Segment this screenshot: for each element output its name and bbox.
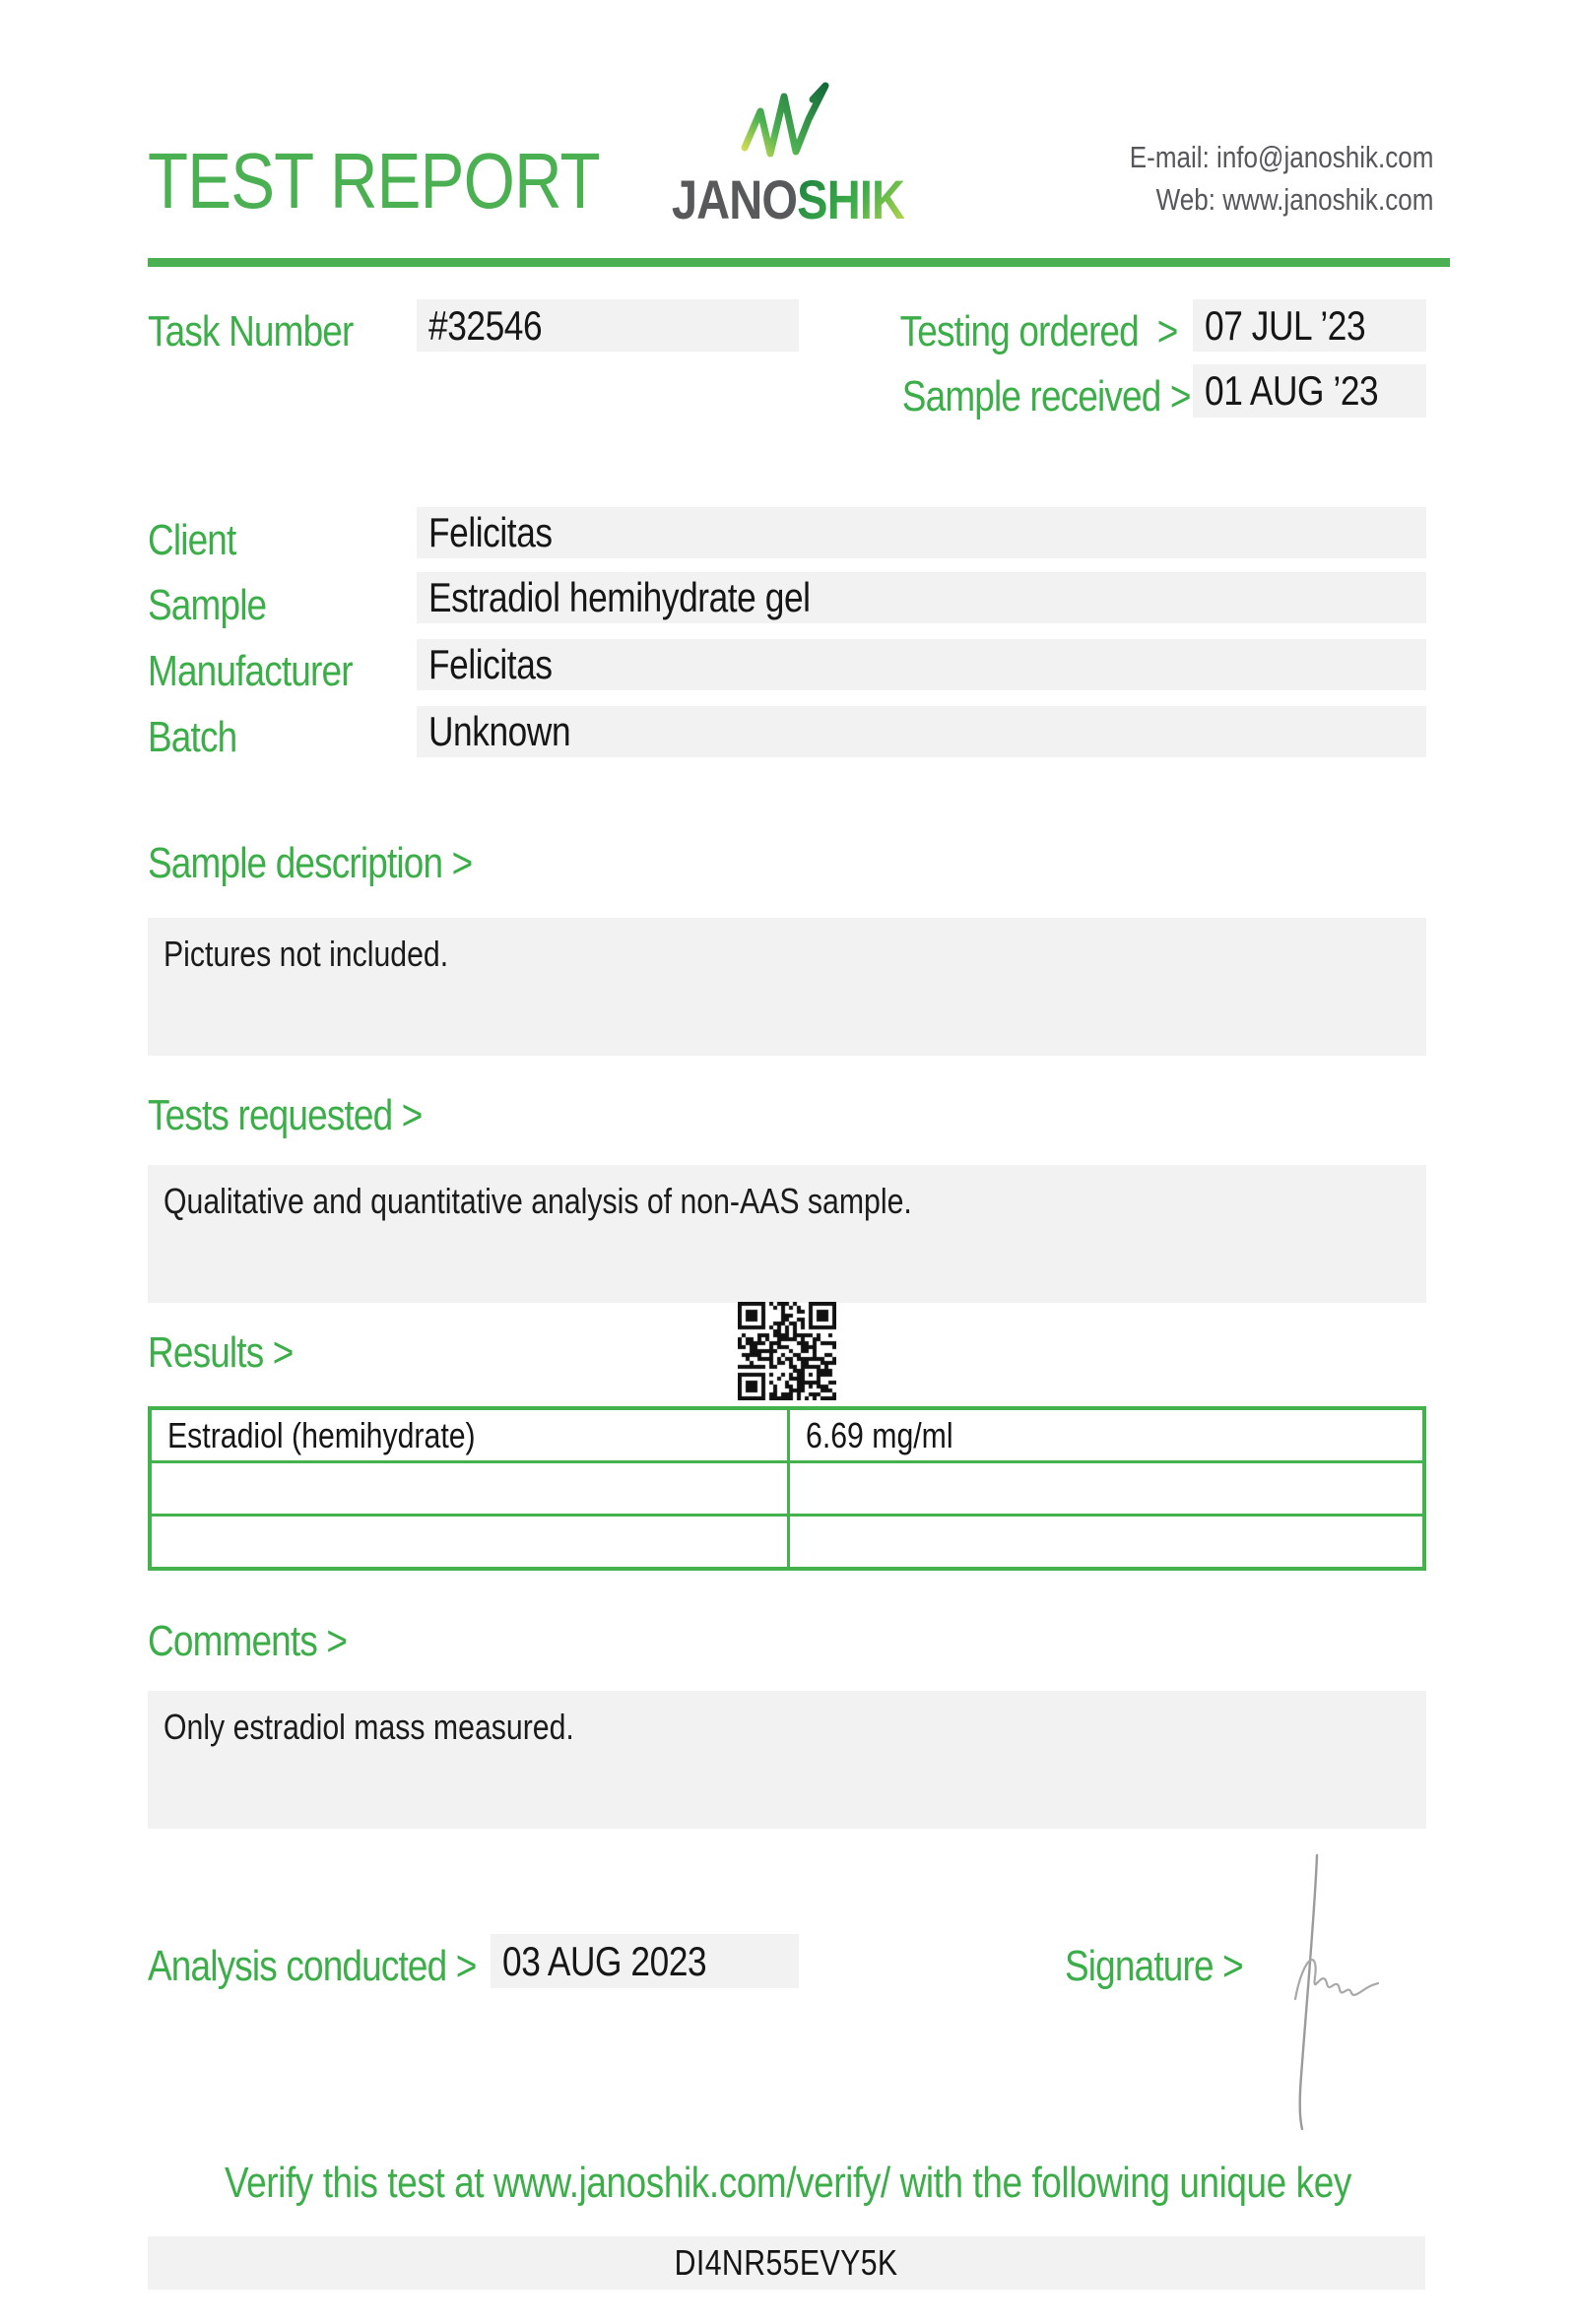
sample-received-date: 01 AUG ’23 — [1205, 367, 1379, 414]
batch-value: Unknown — [428, 708, 571, 754]
verify-key: DI4NR55EVY5K — [675, 2242, 898, 2283]
logo-wordmark — [649, 167, 926, 231]
logo-jano: JANO — [671, 168, 798, 230]
sample-value-box — [417, 572, 1426, 623]
analysis-date: 03 AUG 2023 — [502, 1938, 707, 1984]
chevron-right-icon: > — [1156, 307, 1178, 355]
contact-block — [1072, 136, 1433, 221]
chevron-right-icon: > — [1169, 372, 1191, 420]
task-number-value: #32546 — [428, 302, 543, 349]
result-analyte-cell — [150, 1516, 788, 1570]
result-value-cell — [788, 1516, 1424, 1570]
results-table — [148, 1406, 1426, 1571]
sample-description-box — [148, 918, 1426, 1056]
analysis-date-box — [491, 1934, 799, 1988]
manufacturer-value: Felicitas — [428, 641, 553, 687]
sample-description-heading: Sample description > — [148, 839, 473, 887]
results-row — [150, 1408, 1424, 1462]
task-number-label: Task Number — [148, 307, 354, 355]
sample-received-label: Sample received > — [901, 372, 1191, 420]
client-value-box — [417, 507, 1426, 558]
result-analyte-cell — [150, 1462, 788, 1516]
sample-label: Sample — [148, 581, 267, 629]
sample-value: Estradiol hemihydrate gel — [428, 574, 811, 620]
client-label: Client — [148, 516, 236, 564]
bar-chart-icon — [739, 79, 837, 163]
results-row — [150, 1462, 1424, 1516]
verify-key-box — [148, 2236, 1425, 2290]
page-title — [148, 136, 686, 226]
batch-value-box — [417, 706, 1426, 757]
contact-email: E-mail: info@janoshik.com — [1129, 140, 1433, 174]
manufacturer-label: Manufacturer — [148, 647, 353, 695]
tests-requested-heading: Tests requested > — [148, 1091, 423, 1139]
comments-text: Only estradiol mass measured. — [164, 1707, 574, 1747]
logo-shik: SHIK — [797, 168, 905, 230]
analysis-conducted-label: Analysis conducted > — [148, 1942, 477, 1990]
tests-requested-text: Qualitative and quantitative analysis of non-AAS sample. — [164, 1181, 912, 1221]
comments-box — [148, 1691, 1426, 1829]
page-title-text: TEST REPORT — [148, 137, 600, 225]
header-divider — [148, 258, 1450, 267]
batch-label: Batch — [148, 713, 237, 761]
sample-received-box — [1193, 364, 1426, 418]
result-analyte-cell: Estradiol (hemihydrate) — [150, 1408, 788, 1462]
client-value: Felicitas — [428, 509, 553, 555]
logo-text — [672, 167, 904, 231]
results-heading: Results > — [148, 1328, 294, 1377]
signature-label: Signature > — [1065, 1942, 1243, 1990]
comments-heading: Comments > — [148, 1617, 348, 1665]
verify-instruction: Verify this test at www.janoshik.com/verify/ with the following unique key — [225, 2159, 1351, 2207]
result-value-cell: 6.69 mg/ml — [788, 1408, 1424, 1462]
testing-ordered-box — [1193, 299, 1426, 352]
sample-description-text: Pictures not included. — [164, 934, 449, 974]
tests-requested-box — [148, 1165, 1426, 1303]
testing-ordered-date: 07 JUL ’23 — [1205, 302, 1366, 349]
testing-ordered-label: Testing ordered > — [899, 307, 1178, 355]
qr-code — [738, 1302, 836, 1400]
manufacturer-value-box — [417, 639, 1426, 690]
contact-web: Web: www.janoshik.com — [1155, 182, 1433, 217]
signature — [1276, 1849, 1418, 2135]
result-value-cell — [788, 1462, 1424, 1516]
task-number-box — [417, 299, 799, 352]
results-row — [150, 1516, 1424, 1570]
